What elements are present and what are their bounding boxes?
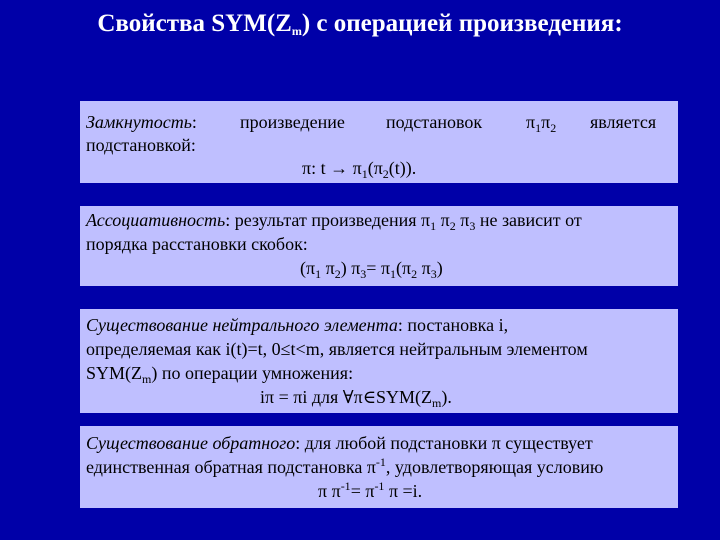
neutral-formula: iπ = πi для $\forall\pi\in SYM(Z_m)$. [260, 387, 452, 410]
neutral-line-3: $SYM(Z_m)$ по операции умножения: [86, 363, 354, 386]
assoc-line-1: Ассоциативность: результат произведения $\pi_1$ $\pi_2$ $\pi_3$ не зависит от [86, 210, 582, 233]
neutral-term: Существование нейтрального элемента [86, 315, 398, 335]
assoc-formula: ($\pi_1$ $\pi_2$) $\pi_3= \pi_1(\pi_2$ $\pi_3$) [300, 258, 443, 281]
title-subscript: m [291, 24, 302, 38]
assoc-term: Ассоциативность [86, 210, 226, 230]
closure-word-is: является [590, 112, 657, 132]
closure-formula: π: $t \to \pi_1(\pi_2(t))$. [302, 158, 417, 181]
closure-colon: : [191, 112, 197, 132]
neutral-element-box [80, 309, 678, 413]
inverse-formula: π $\pi^{-1}= \pi^{-1}$ π =i. [318, 479, 423, 501]
title-text-rest: ) с операцией произведения: [301, 10, 623, 37]
closure-word-product: произведение [240, 112, 345, 132]
assoc-line-2: порядка расстановки скобок: [86, 234, 308, 254]
neutral-line-1: Существование нейтрального элемента: постановка i, [86, 315, 509, 335]
closure-word-substitutions: подстановок [386, 112, 483, 132]
closure-word-substitution: подстановкой: [86, 135, 196, 155]
slide-title [0, 8, 720, 40]
closure-pi1-pi2: $\pi_1\pi_2$ [526, 112, 557, 135]
title-text: Свойства SYM(Z [97, 10, 292, 37]
closure-term-line [86, 111, 197, 134]
inverse-term: Существование обратного [86, 433, 296, 453]
inverse-box [80, 426, 678, 508]
closure-term: Замкнутость [86, 112, 192, 132]
associativity-box [80, 206, 678, 286]
closure-box [80, 101, 678, 183]
inverse-line-1: Существование обратного: для любой подстановки π существует [86, 433, 593, 453]
inverse-line-2: единственная обратная подстановка $\pi^{-1}$, удовлетворяющая условию [86, 455, 604, 477]
neutral-line-2: определяемая как i(t)=t, 0≤t<m, является нейтральным элементом [86, 339, 588, 359]
